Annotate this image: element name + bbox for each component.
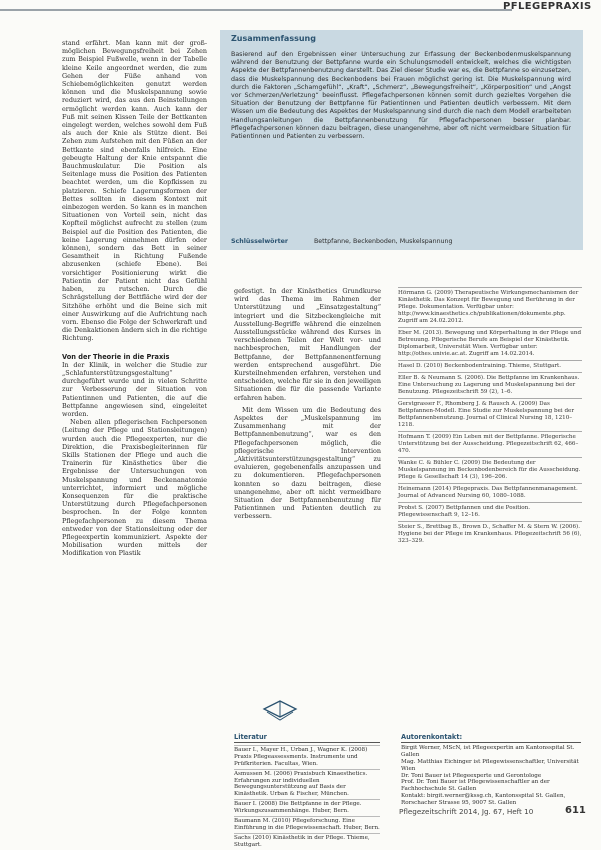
middle-column: [234, 287, 381, 521]
author-line: Prof. Dr. Toni Bauer ist Pflegewissenschaftler an der Fachhochschule St. Gallen: [401, 779, 550, 793]
journal-footer: Pflegezeitschrift 2014, Jg. 67, Heft 10: [399, 807, 534, 816]
section-heading: Von der Theorie in die Praxis: [62, 352, 170, 361]
section-header: PFLEGEPRAXIS: [503, 1, 592, 12]
reference-item: Wanke C. & Bühler C. (2009) Die Bedeutung der Muskelspannung im Beckenbodenbereich für die Ausscheidung. Pflege & Gesellschaft 14 (3), 196–206.: [398, 457, 582, 483]
reference-item: Gerstgrasser F., Rhomberg J. & Rausch A. (2009) Das Bettpfannen-Modell. Eine Studie zur Muskelspannung bei der Bettpfannenbenutzung. Journal of Clinical Nursing 18, 1210–1218.: [398, 398, 582, 431]
left-paragraph-1: stand erfährt. Man kann mit der groß-möglichen Bewegungsfreiheit bei Zehen zum Beispiel Fußwelle, wenn in der Tabelle kleine Keile angeordnet werden, die zum Gehen der Füße anhand von Schiebemöglichkeiten genutzt werden können und die Muskelspannung sowie reduziert wird, das aus den Beinstellungen ermöglicht werden kann. Auch kann der Fuß mit seinen Kissen Teile der Bettkanten eingelegt werden, welches sowohl dem Fuß als auch der Knie als Stütze dient. Bei Zehen zum Aufstehen mit den Füßen an der Bettkante sind ebenfalls hilfreich. Eine gebeugte Haltung der Knie entspannt die Bauchmuskulatur. Die Position als Seitenlage muss die Position des Patienten beachtet werden, um die Kopfkissen zu platzieren. Schiefe Lagerungsformen der Bettes sollten in diesem Kontext mit einbezogen werden. So kann es in manchen Situationen von Vorteil sein, nicht das Kopfteil möglichst aufrecht zu stellen (zum Beispiel auf die Position des Patienten, die keine Lagerung einnehmen dürfen oder können), sondern das Bett in seiner Gesamtheit in Richtung Fußende abzusenken (schiefe Ebene). Bei vorsichtiger Positionierung wirkt die Patientin der Patient nicht das Gefühl haben, zu rutschen. Durch die Schrägstellung der Bettfläche wird der der Sitzhöhe erhöht und die Beine sich mit einer Auswirkung auf die Aufrichtung nach vorn. Ebenso die Folge der Schwerkraft und die Denkaktionen ändern sich in die richtige Richtung.: [62, 39, 207, 343]
middle-paragraph-2: Mit dem Wissen um die Bedeutung des Aspektes der „Muskelspannung im Zusammenhang mit der Bettpfannenbenutzung“, war es den Pflegefachpersonen möglich, die pflegerische Intervention „Aktivitätsunterstützungsgestaltung“ zu evaluieren, gegebenenfalls anzupassen und zu dokumentieren. Pflegefachpersonen konnten so dazu beitragen, diese unangenehme, aber oft nicht vermeidbare Situation der Bettpfannenbenutzung für Patientinnen und Patienten deutlich zu verbessern.: [234, 405, 381, 521]
reference-item: Hörmann G. (2009) Therapeutische Wirkungsmechanismen der Kinästhetik. Das Konzept für Bewegung und Berührung in der Pflege. Dokumentation. Verfügbar unter: http://www.kinaesthetics.ch/publikationen/dokumente.php. Zugriff am 24.02.2012.: [398, 287, 582, 327]
author-contact-title: Autorenkontakt:: [401, 734, 581, 743]
reference-item: Eller B. & Neumann S. (2006). Die Bettpfanne im Krankenhaus. Eine Untersuchung zu Lagerung und Muskelspannung bei der Benutzung. Pflegezeitschrift 59 (2), 1–6.: [398, 372, 582, 398]
summary-title: Zusammenfassung: [231, 34, 316, 43]
literature-item: Bauer I. (2008) Die Bettpfanne in der Pflege. Wirkungszusammenhänge. Huber, Bern.: [234, 799, 380, 816]
author-line: Mag. Matthias Eichinger ist Pflegewissenschaftler, Universität Wien: [401, 758, 579, 772]
keywords-label: Schlüsselwörter: [231, 238, 288, 245]
keywords: [231, 238, 453, 245]
header-rule: [0, 9, 512, 11]
summary-box: [220, 30, 583, 250]
left-column: [62, 39, 207, 558]
summary-body: Basierend auf den Ergebnissen einer Untersuchung zur Erfassung der Beckenbodenmuskelspannung während der Benutzung der Bettpfanne wurde ein Schulungsmodell entwickelt, welches die wichtigsten Aspekte der Bettpfannenbenutzung darstellt. Das Ziel dieser Studie war es, die Bettpfanne so einzusetzen, dass die Muskelspannung des Beckenbodens bei Frauen möglichst gering ist. Die Muskelspannung wird durch die Faktoren „Schamgefühl“, „Kraft“, „Schmerz“, „Bewegungsfreiheit“, „Körperposition“ und „Angst vor Schmerzen/Verletzung“ beeinflusst. Pflegefachpersonen können somit durch gezieltes Vorgehen die Situation der Benutzung der Bettpfanne für Patientinnen und Patienten deutlich verbessern. Mit dem Wissen um die Bedeutung des Aspektes der Muskelspannung sind durch die nach dem Modell erarbeiteten Handlungsanleitungen die Bettpfannenbenutzung für Pflegefachpersonen besser planbar. Pflegefachpersonen können dazu beitragen, diese unangenehme, aber oft nicht vermeidbare Situation für Patientinnen und Patienten zu verbessern.: [231, 51, 571, 141]
literature-item: Asmussen M. (2006) Praxisbuch Kinaesthetics. Erfahrungen zur individuellen Bewegungsunterstützung auf Basis der Kinästhetik. Urban & Fischer, München.: [234, 769, 380, 800]
author-line: Dr. Toni Bauer ist Pflegeexperte und Gerontologe: [401, 772, 542, 779]
left-paragraph-3: Neben allen pflegerischen Fachpersonen (Leitung der Pflege und Stationsleitungen) wurden auch die Pflegeexperten, nur die Direktion, die Praxisbegleiterinnen für Skills Stationen der Pflege und auch die Trainerin für Kinästhetics über die Ergebnisse der Untersuchungen von Muskelspannung und Beckenanatomie unterrichtet, informiert und mögliche Konsequenzen für die praktische Unterstützung durch Pflegefachpersonen besprochen. In der Folge konnten Pflegefachpersonen zu diesem Thema entweder von der Stationsleitung oder der Pflegeexpertin kommuniziert. Aspekte der Mobilisation wurden mittels der Modifikation von Plastik: [62, 418, 207, 558]
reference-item: Eber M. (2013). Bewegung und Körperhaltung in der Pflege und Betreuung. Pflegerische Berufe am Beispiel der Kinästhetik. Diplomarbeit, Universität Wien. Verfügbar unter: http://othes.univie.ac.at. Zugriff am 14.02.2014.: [398, 327, 582, 360]
reference-item: Probst S. (2007) Bettpfannen und die Position. Pflegewissenschaft 9, 12–16.: [398, 502, 582, 521]
keywords-text: Bettpfanne, Beckenboden, Muskelspannung: [313, 238, 453, 245]
middle-paragraph-1: gefestigt. In der Kinästhetics Grundkurse wird das Thema im Rahmen der Unterstützung und „Einsatzgestaltung“ integriert und die Sitzbeckengleiche mit Ausstellung-Begriffe während die einzelnen Ausstellungsstücke während des Kurses in verschiedenen Teilen der Welt vor- und nachbesprochen, mit Handlungen der Bettpfanne, der Bettpfannenentfernung werden entsprechend ausgeführt. Die Kursteilnehmenden erfahren, verstehen und entscheiden, welche für sie in den jeweiligen Situationen die für die passende Variante erfahren haben.: [234, 287, 381, 402]
author-line: Birgit Werner, MScN, ist Pflegeexpertin am Kantonsspital St. Gallen: [401, 744, 575, 758]
author-contact-box: [401, 734, 581, 807]
reference-item: Hofmann T. (2009) Ein Leben mit der Bettpfanne. Pflegerische Unterstützung bei der Ausscheidung. Pflegezeitschrift 62, 466–470.: [398, 431, 582, 457]
literature-item: Sachs (2010) Kinästhetik in der Pflege. Thieme, Stuttgart.: [234, 833, 380, 850]
reference-item: Hasel D. (2010) Beckenbodentraining. Thieme, Stuttgart.: [398, 360, 582, 372]
literature-box: [234, 734, 380, 850]
literature-item: Bauer I., Mayer H., Urban J., Wagner K. (2008) Praxis Pflegeassessments. Instrumente und Prüfkriterien. Facultas, Wien.: [234, 745, 380, 769]
left-paragraph-2: In der Klinik, in welcher die Studie zur „Schlafunterstützungsgestaltung“ durchgeführt wurde und in vielen Schritte zur Verbesserung der Situation von Patientinnen und Patienten, die auf die Bettpfanne angewiesen sind, eingeleitet worden.: [62, 360, 207, 418]
literature-title: Literatur: [234, 734, 380, 743]
book-icon: [262, 693, 298, 723]
reference-list: [398, 287, 582, 547]
literature-item: Baumann M. (2010) Pflegeforschung. Eine Einführung in die Pflegewissenschaft. Huber, Bern.: [234, 818, 380, 831]
reference-item: Steier S., Brettbag B., Brown D., Schaffer M. & Stern W. (2006). Hygiene bei der Pflege im Krankenhaus. Pflegezeitschrift 56 (6), 323–329.: [398, 521, 582, 547]
author-line: Kontakt: birgit.werner@kssg.ch, Kantonsspital St. Gallen, Rorschacher Strasse 95, 9007 St. Gallen: [401, 793, 566, 807]
page-number: 611: [565, 805, 586, 816]
reference-item: Heinemann (2014) Pflegepraxis. Das Bettpfannenmanagement. Journal of Advanced Nursing 60, 1080–1088.: [398, 483, 582, 502]
